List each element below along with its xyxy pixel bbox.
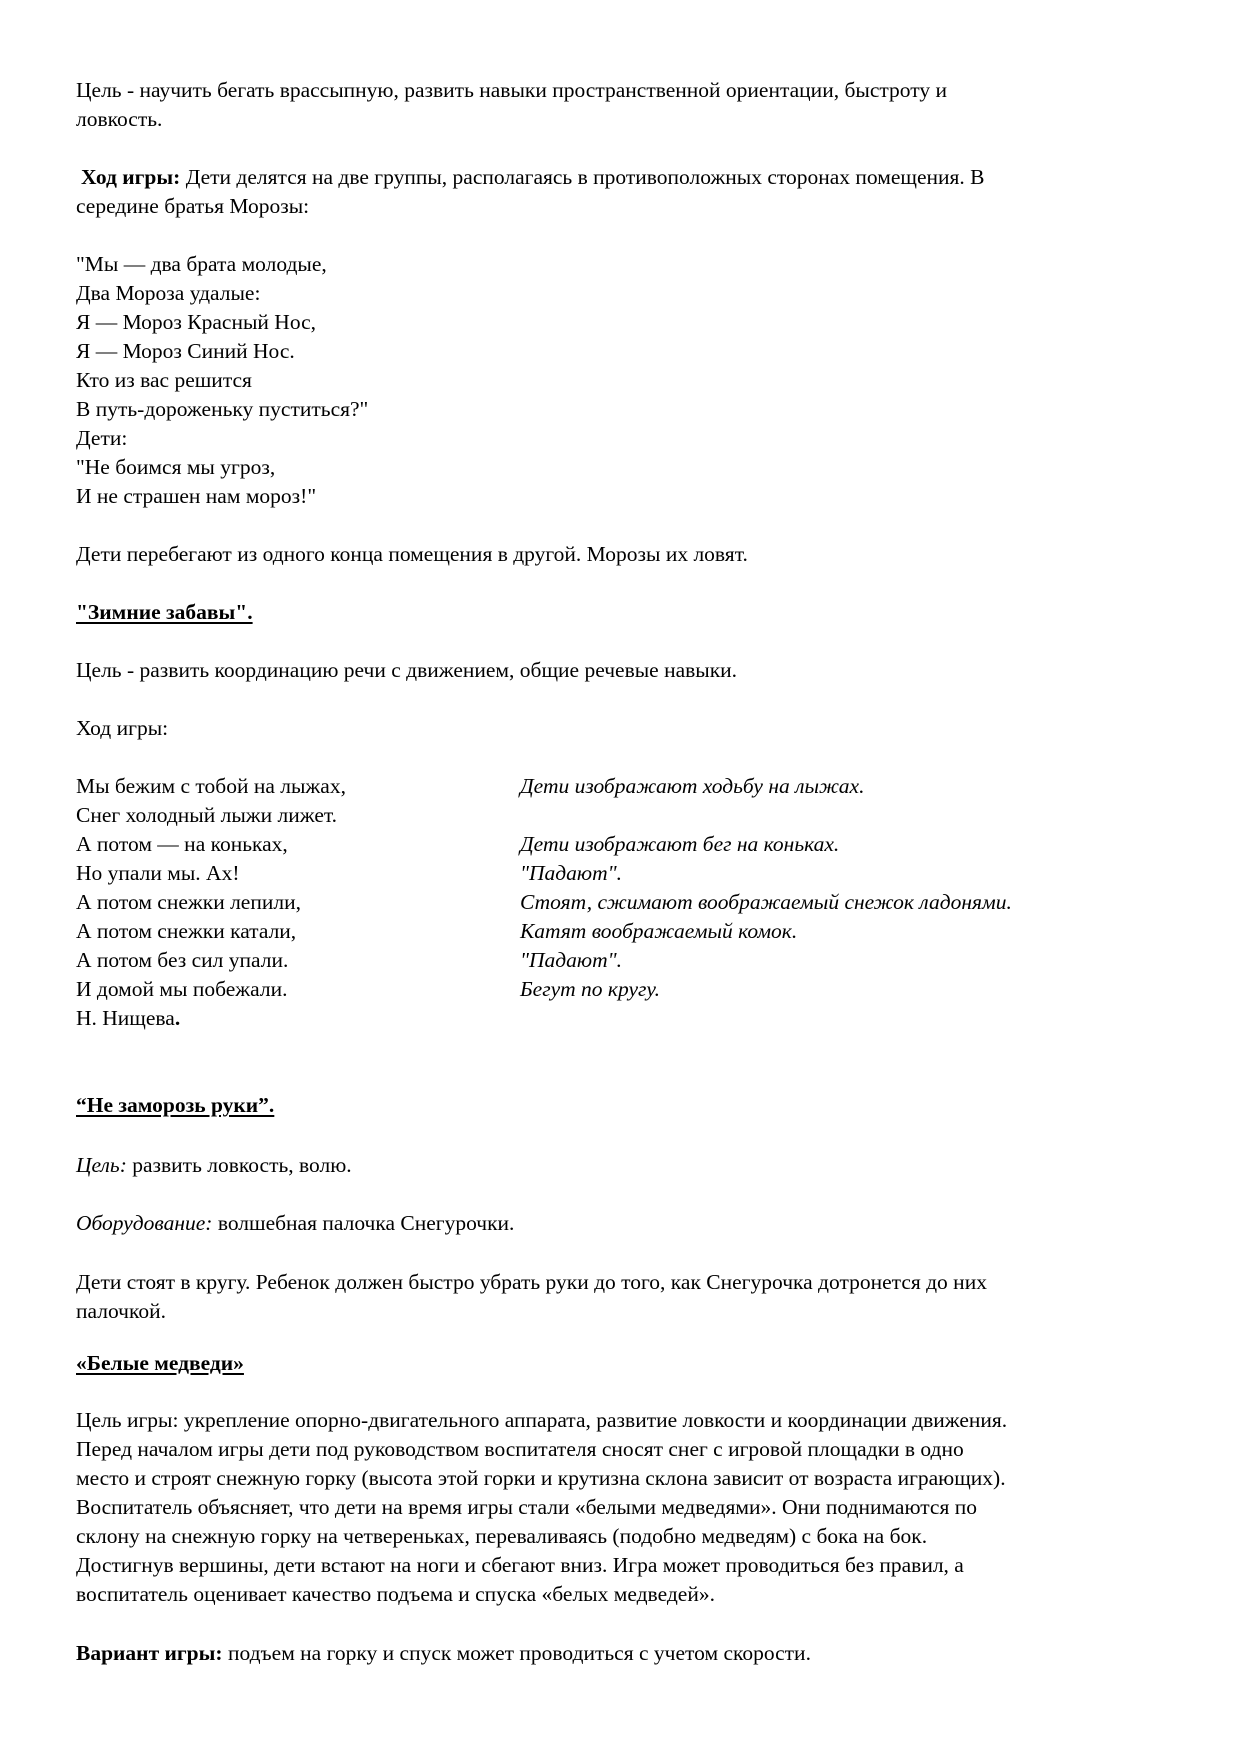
poem-line: А потом снежки катали, [76,919,297,943]
equipment-paragraph [76,1209,514,1238]
paragraph-line: Перед началом игры дети под руководством воспитателя сносят снег с игровой площадки в одно [76,1437,964,1461]
poem-line: В путь-дороженьку пуститься?" [76,397,369,421]
equipment-text: волшебная палочка Снегурочки. [212,1211,515,1235]
poem-line: И домой мы побежали. [76,977,288,1001]
poem-line: Но упали мы. Ах! [76,861,240,885]
author-dot: . [174,1006,181,1030]
paragraph-line: Достигнув вершины, дети встают на ноги и сбегают вниз. Игра может проводиться без правил, а [76,1553,964,1577]
poem-action: Стоят, сжимают воображаемый снежок ладонями. [520,890,1012,914]
author-name: Н. Нищева [76,1006,175,1030]
variant-text: подъем на горку и спуск может проводиться с учетом скорости. [222,1641,811,1665]
poem-action: Катят воображаемый комок. [520,919,798,943]
poem-line: А потом снежки лепили, [76,890,301,914]
goal-text: развить ловкость, волю. [126,1153,352,1177]
game-ending: Дети перебегают из одного конца помещения в другой. Морозы их ловят. [76,542,748,566]
section-title-polar-bears: «Белые медведи» [76,1351,244,1375]
goal-line: ловкость. [76,107,163,131]
paragraph-line: Воспитатель объясняет, что дети на время игры стали «белыми медведями». Они поднимаются по [76,1495,977,1519]
poem-line: Снег холодный лыжи лижет. [76,803,338,827]
description-line: палочкой. [76,1299,166,1323]
poem-line: "Не боимся мы угроз, [76,455,276,479]
section-title-dont-freeze-hands: “Не заморозь руки”. [76,1093,275,1117]
course-paragraph [76,163,985,192]
paragraph-line: Цель игры: укрепление опорно-двигательного аппарата, развитие ловкости и координации движения. [76,1408,1008,1432]
paragraph-line: склону на снежную горку на четвереньках, переваливаясь (подобно медведям) с бока на бок. [76,1524,928,1548]
equipment-label: Оборудование: [76,1211,213,1235]
paragraph-line: место и строят снежную горку (высота этой горки и крутизна склона зависит от возраста играющих). [76,1466,1006,1490]
poem-action: Дети изображают бег на коньках. [520,832,840,856]
course-label: Ход игры: [81,165,181,189]
poem-line: Кто из вас решится [76,368,252,392]
goal-line: Цель - развить координацию речи с движением, общие речевые навыки. [76,658,738,682]
poem-line: Два Мороза удалые: [76,281,261,305]
goal-paragraph [76,1151,352,1180]
goal-label: Цель: [76,1153,127,1177]
poem-action: "Падают". [520,948,623,972]
course-line: середине братья Морозы: [76,194,310,218]
poem-line: "Мы — два брата молодые, [76,252,327,276]
goal-line: Цель - научить бегать врассыпную, развить навыки пространственной ориентации, быстроту и [76,78,947,102]
description-line: Дети стоят в кругу. Ребенок должен быстро убрать руки до того, как Снегурочка дотронется до них [76,1270,987,1294]
poem-line: А потом без сил упали. [76,948,289,972]
variant-paragraph [76,1639,811,1668]
course-label: Ход игры: [76,716,169,740]
poem-author [76,1004,180,1033]
poem-line: Я — Мороз Синий Нос. [76,339,295,363]
paragraph-line: воспитатель оценивает качество подъема и спуска «белых медведей». [76,1582,715,1606]
section-title-winter-fun: "Зимние забавы". [76,600,253,624]
poem-action: "Падают". [520,861,623,885]
variant-label: Вариант игры: [76,1641,223,1665]
course-text: Дети делятся на две группы, располагаясь в противоположных сторонах помещения. В [180,165,985,189]
poem-line: Дети: [76,426,128,450]
poem-line: И не страшен нам мороз!" [76,484,317,508]
poem-action: Дети изображают ходьбу на лыжах. [520,774,865,798]
poem-line: Я — Мороз Красный Нос, [76,310,317,334]
poem-line: Мы бежим с тобой на лыжах, [76,774,346,798]
poem-line: А потом — на коньках, [76,832,288,856]
poem-action: Бегут по кругу. [520,977,660,1001]
